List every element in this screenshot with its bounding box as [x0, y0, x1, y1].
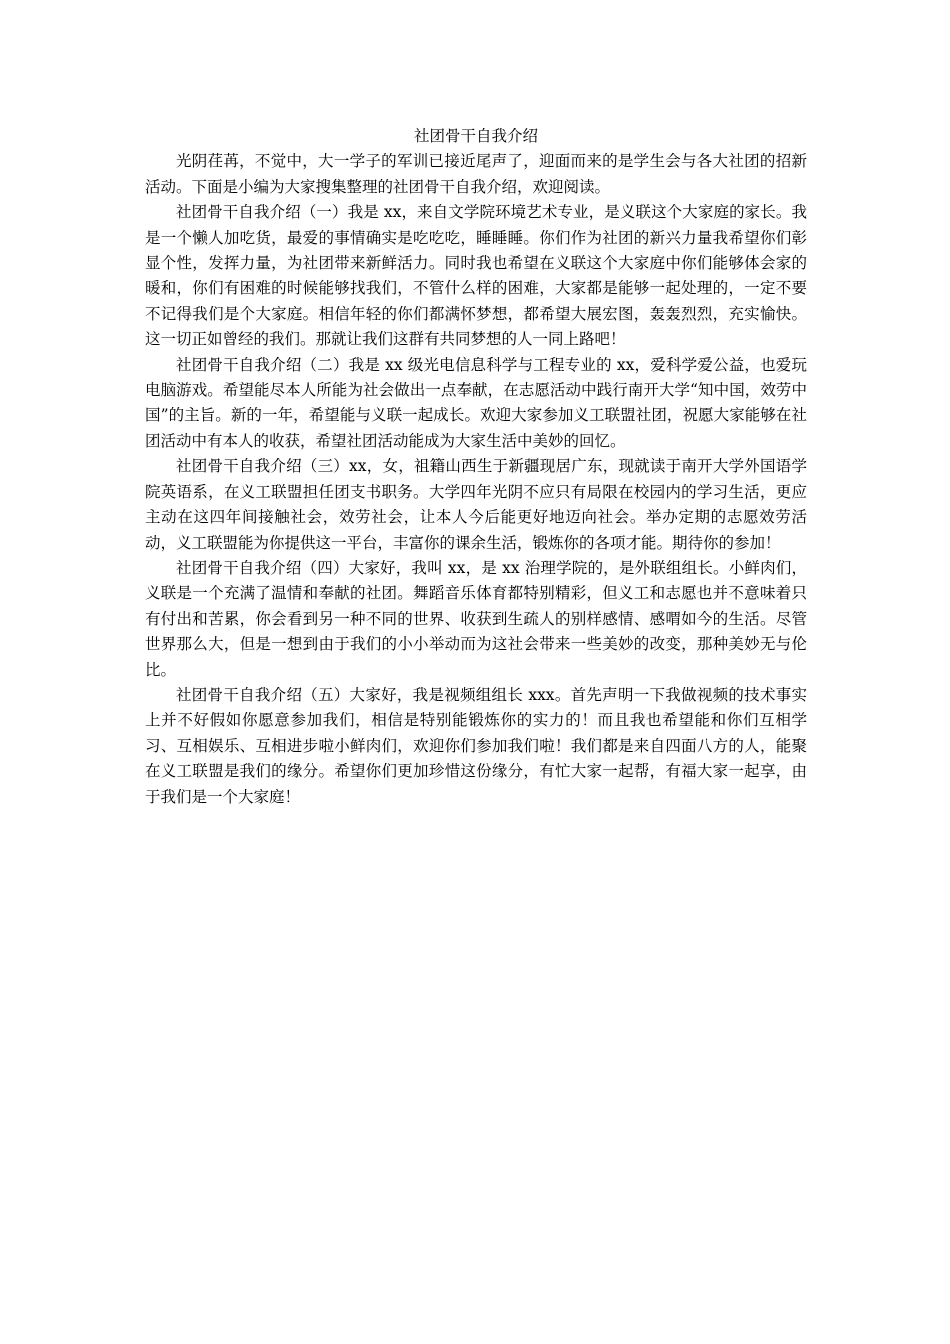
paragraph-intro-5: 社团骨干自我介绍（五）大家好，我是视频组组长 xxx。首先声明一下我做视频的技术事实上并不好假如你愿意参加我们，相信是特别能锻炼你的实力的！而且我也希望能和你们互相学习、互相娱乐、互相进步啦小鲜肉们，欢迎你们参加我们啦！我们都是来自四面八方的人，能聚在义工联盟是我们的缘分。希望你们更加珍惜这份缘分，有忙大家一起帮，有福大家一起享，由于我们是一个大家庭！: [145, 685, 807, 806]
document-page: [145, 124, 807, 810]
document-title: 社团骨干自我介绍: [413, 127, 538, 145]
paragraph-intro-2: 社团骨干自我介绍（二）我是 xx 级光电信息科学与工程专业的 xx，爱科学爱公益，也爱玩电脑游戏。希望能尽本人所能为社会做出一点奉献，在志愿活动中践行南开大学“知中国，效劳中国”的主旨。新的一年，希望能与义联一起成长。欢迎大家参加义工联盟社团，祝愿大家能够在社团活动中有本人的收获，希望社团活动能成为大家生活中美妙的回忆。: [145, 355, 807, 450]
paragraph-intro-4: 社团骨干自我介绍（四）大家好，我叫 xx，是 xx 治理学院的，是外联组组长。小鲜肉们，义联是一个充满了温情和奉献的社团。舞蹈音乐体育都特别精彩，但义工和志愿也并不意味着只有付出和苦累，你会看到另一种不同的世界、收获到生疏人的别样感情、感喟如今的生活。尽管世界那么大，但是一想到由于我们的小小举动而为这社会带来一些美妙的改变，那种美妙无与伦比。: [145, 558, 807, 679]
paragraph-intro-3: 社团骨干自我介绍（三）xx，女，祖籍山西生于新疆现居广东，现就读于南开大学外国语学院英语系，在义工联盟担任团支书职务。大学四年光阴不应只有局限在校园内的学习生活，更应主动在这四年间接触社会，效劳社会，让本人今后能更好地迈向社会。举办定期的志愿效劳活动，义工联盟能为你提供这一平台，丰富你的课余生活，锻炼你的各项才能。期待你的参加！: [145, 457, 807, 552]
paragraph-intro: 光阴荏苒，不觉中，大一学子的军训已接近尾声了，迎面而来的是学生会与各大社团的招新活动。下面是小编为大家搜集整理的社团骨干自我介绍，欢迎阅读。: [145, 152, 807, 196]
paragraph-intro-1: 社团骨干自我介绍（一）我是 xx，来自文学院环境艺术专业，是义联这个大家庭的家长。我是一个懒人加吃货，最爱的事情确实是吃吃吃，睡睡睡。你们作为社团的新兴力量我希望你们彰显个性，发挥力量，为社团带来新鲜活力。同时我也希望在义联这个大家庭中你们能够体会家的暖和，你们有困难的时候能够找我们，不管什么样的困难，大家都是能够一起处理的，一定不要不记得我们是个大家庭。相信年轻的你们都满怀梦想，都希望大展宏图，轰轰烈烈，充实愉快。这一切正如曾经的我们。那就让我们这群有共同梦想的人一同上路吧！: [145, 203, 807, 349]
